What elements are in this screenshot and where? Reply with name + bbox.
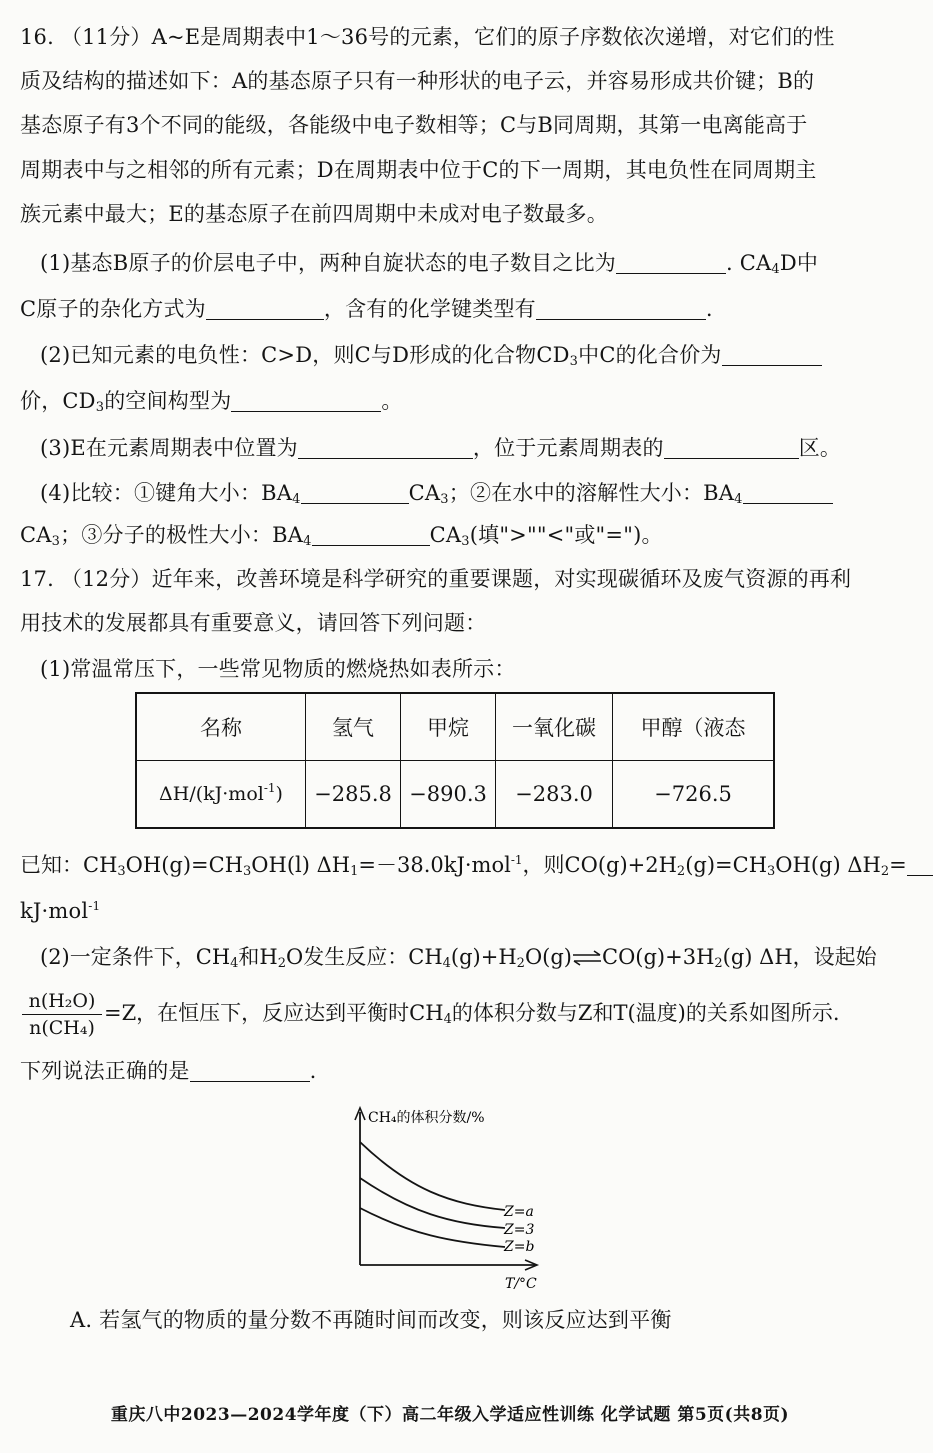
table-row-label: ΔH/(kJ·mol$^{-1}$) (136, 761, 306, 829)
q16-part2-line-2: 价，$CD_3$的空间构型为 。 (20, 389, 403, 415)
q16-part4-line-1: (4)比较：①键角大小：$BA_4$ $CA_3$；②在水中的溶解性大小：$BA_4$ (40, 478, 882, 508)
table-header-cell: 甲醇（液态 (613, 693, 775, 761)
q16-part2-line-1: (2)已知元素的电负性：C>D，则C与D形成的化合物$CD_3$中C的化合价为 (40, 340, 882, 370)
q17-intro-line-2: 用技术的发展都具有重要意义，请回答下列问题： (20, 611, 487, 635)
q17-part2-line-1: (2)一定条件下，$CH_4$和$H_2O$发生反应：$CH_4(g)+H_2O(g)$ $CO(g)+3H_2(g)$ ΔH，设起始 (40, 945, 877, 971)
table-row (136, 761, 774, 829)
x-axis-label: T/°C (505, 1276, 537, 1292)
q16-part3-line: (3)E在元素周期表中位置为 ，位于元素周期表的 区。 (40, 436, 842, 460)
answer-blank[interactable] (206, 297, 324, 320)
answer-blank[interactable] (722, 343, 822, 366)
answer-blank[interactable] (907, 853, 933, 876)
curve-label: Z=3 (504, 1222, 535, 1238)
answer-blank[interactable] (298, 436, 473, 459)
ch4-volume-fraction-graph (330, 1100, 560, 1295)
q17-known-equation: 已知：$CH_3OH(g)=CH_3OH(l)$ $\Delta H_1=-38.0kJ\cdot mol^{-1}$，则$CO(g)+2H_2(g)=CH_3OH(g)$ $\Delta H_2=$ (20, 850, 882, 880)
q17-part2-line-2: =Z，在恒压下，反应达到平衡时$CH_4$的体积分数与Z和T(温度)的关系如图所示. (104, 1001, 840, 1027)
curve-z-3 (360, 1178, 505, 1228)
q16-part1-line-2: C原子的杂化方式为 ，含有的化学键类型有 . (20, 297, 713, 321)
curve-label: Z=a (504, 1204, 534, 1220)
q16-part4-line-2: $CA_3$；③分子的极性大小：$BA_4$ $CA_3$(填">""<"或"=")。 (20, 523, 663, 549)
table-header-row (136, 693, 774, 761)
answer-blank[interactable] (312, 523, 430, 546)
y-axis-label: CH₄的体积分数/% (368, 1110, 485, 1126)
q16-intro-line-1: 16. （11分）A~E是周期表中1～36号的元素，它们的原子序数依次递增，对它们的性 (20, 25, 835, 49)
page-footer: 重庆八中2023—2024学年度（下）高二年级入学适应性训练 化学试题 第5页(共8页) (110, 1405, 790, 1425)
answer-blank[interactable] (231, 389, 381, 412)
option-a: A. 若氢气的物质的量分数不再随时间而改变，则该反应达到平衡 (70, 1308, 672, 1332)
answer-blank[interactable] (536, 297, 706, 320)
answer-blank[interactable] (616, 251, 726, 274)
table-cell: −283.0 (496, 761, 613, 829)
table-cell: −726.5 (613, 761, 775, 829)
q16-intro-line-5: 族元素中最大；E的基态原子在前四周期中未成对电子数最多。 (20, 202, 608, 226)
curve-z-b (360, 1208, 505, 1247)
table-cell: −285.8 (306, 761, 401, 829)
q16-intro-line-4: 周期表中与之相邻的所有元素；D在周期表中位于C的下一周期，其电负性在同周期主 (20, 158, 817, 182)
answer-blank[interactable] (190, 1059, 310, 1082)
q17-part1-text: (1)常温常压下，一些常见物质的燃烧热如表所示： (40, 657, 516, 681)
table-header-cell: 甲烷 (401, 693, 496, 761)
table-header-cell: 一氧化碳 (496, 693, 613, 761)
q16-intro-line-2: 质及结构的描述如下：A的基态原子只有一种形状的电子云，并容易形成共价键；B的 (20, 69, 815, 93)
answer-blank[interactable] (664, 436, 799, 459)
equilibrium-arrow-icon (572, 950, 602, 966)
q17-intro-line-1: 17. （12分）近年来，改善环境是科学研究的重要课题，对实现碳循环及废气资源的再利 (20, 567, 852, 591)
table-header-cell: 名称 (136, 693, 306, 761)
curve-z-a (360, 1142, 505, 1210)
table-cell: −890.3 (401, 761, 496, 829)
combustion-heat-table (135, 692, 775, 829)
curve-label: Z=b (504, 1239, 535, 1255)
q17-unit-line: kJ·mol$^{-1}$ (20, 899, 101, 923)
z-ratio-fraction: $\frac{\text{n(H₂O)}}{\text{n(CH₄)}}$ (22, 988, 102, 1041)
q16-part1-line-1: (1)基态B原子的价层电子中，两种自旋状态的电子数目之比为 . $CA_4D$中 (40, 251, 819, 277)
table-header-cell: 氢气 (306, 693, 401, 761)
q16-intro-line-3: 基态原子有3个不同的能级，各能级中电子数相等；C与B同周期，其第一电离能高于 (20, 113, 808, 137)
q17-part2-line-3: 下列说法正确的是 . (20, 1059, 317, 1083)
answer-blank[interactable] (301, 481, 409, 504)
answer-blank[interactable] (743, 481, 833, 504)
